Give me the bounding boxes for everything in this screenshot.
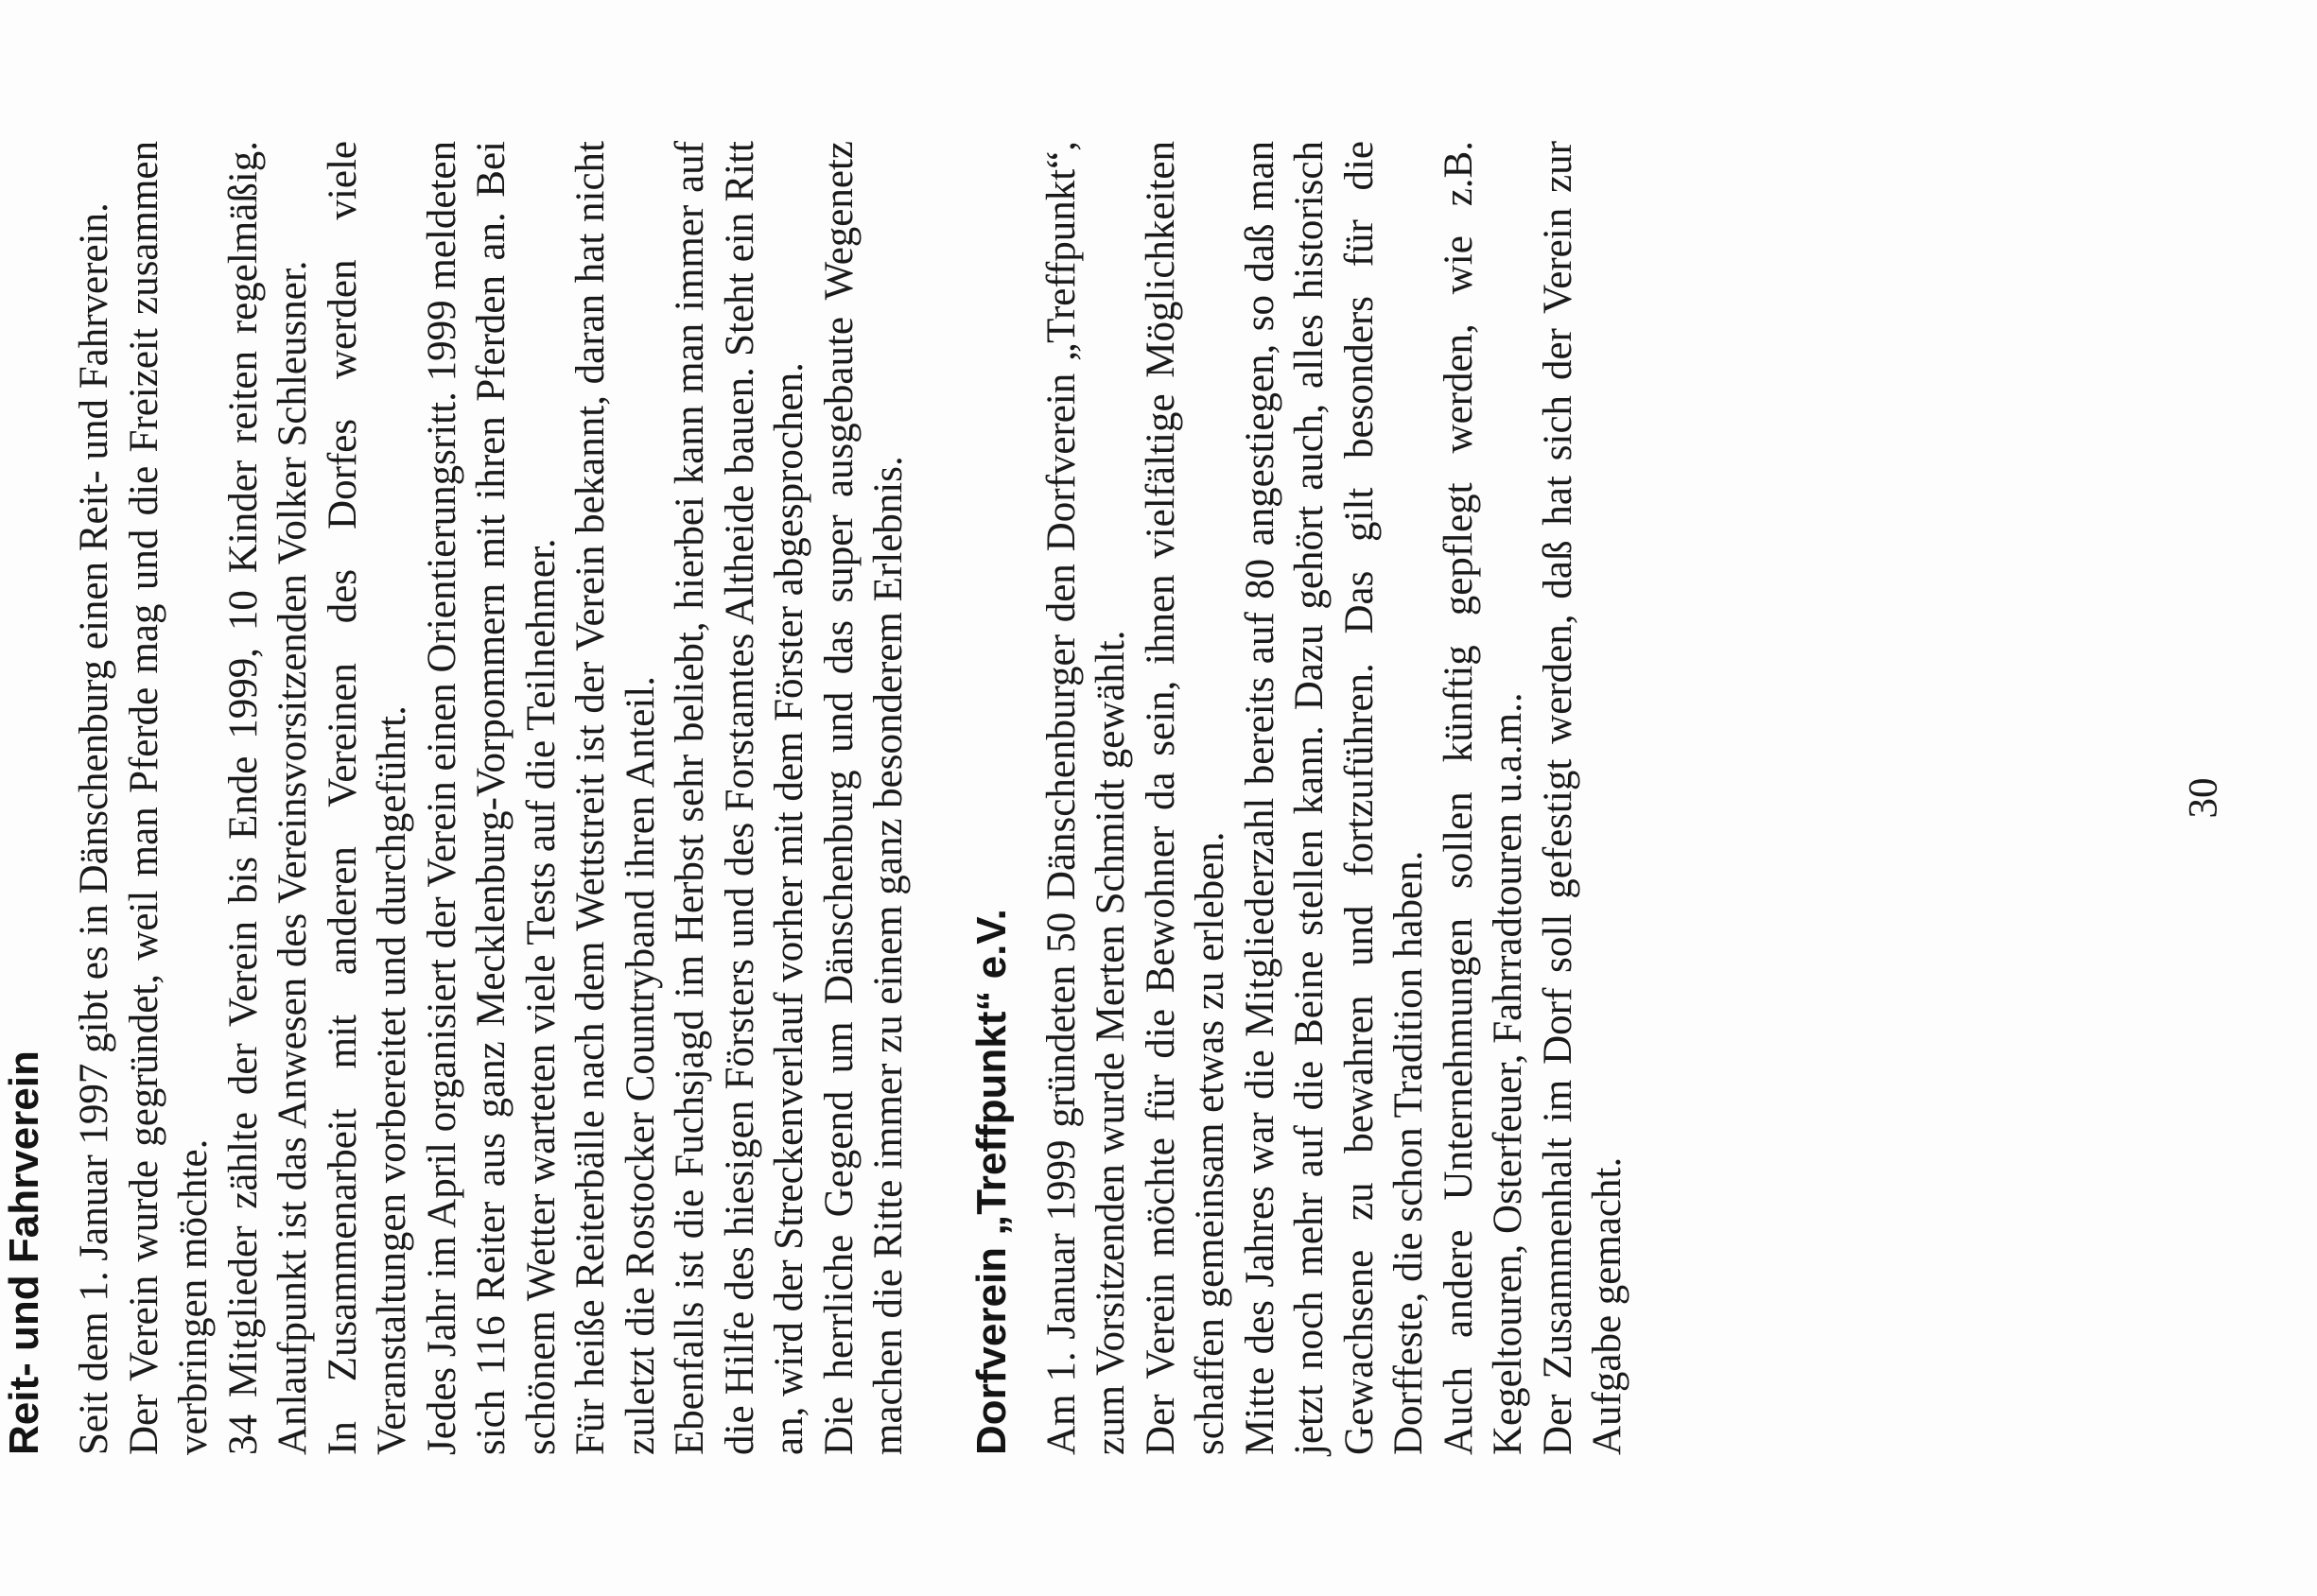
paragraph: Ebenfalls ist die Fuchsjagd im Herbst sehr beliebt, hierbei kann man immer auf die Hilfe des hiesigen Försters und des Forstamtes Altheide bauen. Steht ein Ritt an, wird der Streckenverlauf vorher mit dem Förster abgesprochen.	[668, 141, 811, 1455]
paragraph: Die herrliche Gegend um Dänschenburg und das super ausgebaute Wegenetz machen die Ritte immer zu einem ganz besonderem Erlebnis.	[816, 141, 911, 1455]
paragraph: Der Zusammenhalt im Dorf soll gefestigt werden, daß hat sich der Verein zur Aufgabe gemacht.	[1535, 141, 1629, 1455]
paragraph: Jedes Jahr im April organisiert der Verein einen Orientierungsritt. 1999 meldeten sich 116 Reiter aus ganz Mecklenburg-Vorpommern mit ihren Pferden an. Bei schönem Wetter warteten viele Tests auf die Teilnehmer.	[419, 141, 564, 1455]
paragraph: Am 1. Januar 1999 gründeten 50 Dänschenburger den Dorfverein „Treffpunkt“, zum Vorsitzenden wurde Merten Schmidt gewählt.	[1038, 141, 1133, 1455]
paragraph: In Zusammenarbeit mit anderen Vereinen des Dorfes werden viele Veranstaltungen vorbereitet und durchgeführt.	[320, 141, 414, 1455]
section-heading: Dorfverein „Treffpunkt“ e.V.	[967, 909, 1015, 1455]
paragraph: Mitte des Jahres war die Mitgliederzahl bereits auf 80 angestiegen, so daß man jetzt noch mehr auf die Beine stellen kann. Dazu gehört auch, alles historisch Gewachsene zu bewahren und fortzuführen. Das gilt besonders für die Dorffeste, die schon Tradition haben.	[1237, 141, 1431, 1455]
page-number: 30	[2181, 777, 2226, 819]
section-dorfverein-treffpunkt	[967, 141, 1633, 1455]
paragraph: Für heiße Reiterbälle nach dem Wettstreit ist der Verein bekannt, daran hat nicht zuletzt die Rostocker Countryband ihren Anteil.	[568, 141, 663, 1455]
section-reit-und-fahrverein	[0, 141, 915, 1455]
section-heading: Reit- und Fahrverein	[1, 1050, 47, 1455]
paragraph: Seit dem 1. Januar 1997 gibt es in Dänschenburg einen Reit- und Fahrverein.	[72, 202, 116, 1455]
rotated-text-block	[0, 141, 1633, 1455]
paragraph: 34 Mitglieder zählte der Verein bis Ende 1999, 10 Kinder reiten regelmäßig. Anlaufpunkt ist das Anwesen des Vereinsvorsitzenden Volker Schleusner.	[220, 141, 315, 1455]
paragraph: Der Verein wurde gegründet, weil man Pferde mag und die Freizeit zusammen verbringen möchte.	[121, 141, 216, 1455]
paragraph: Der Verein möchte für die Bewohner da sein, ihnen vielfältige Möglichkeiten schaffen gemeinsam etwas zu erleben.	[1138, 141, 1232, 1455]
paragraph: Auch andere Unternehmungen sollen künftig gepflegt werden, wie z.B. Kegeltouren, Osterfeuer, Fahrradtouren u.a.m..	[1436, 141, 1530, 1455]
